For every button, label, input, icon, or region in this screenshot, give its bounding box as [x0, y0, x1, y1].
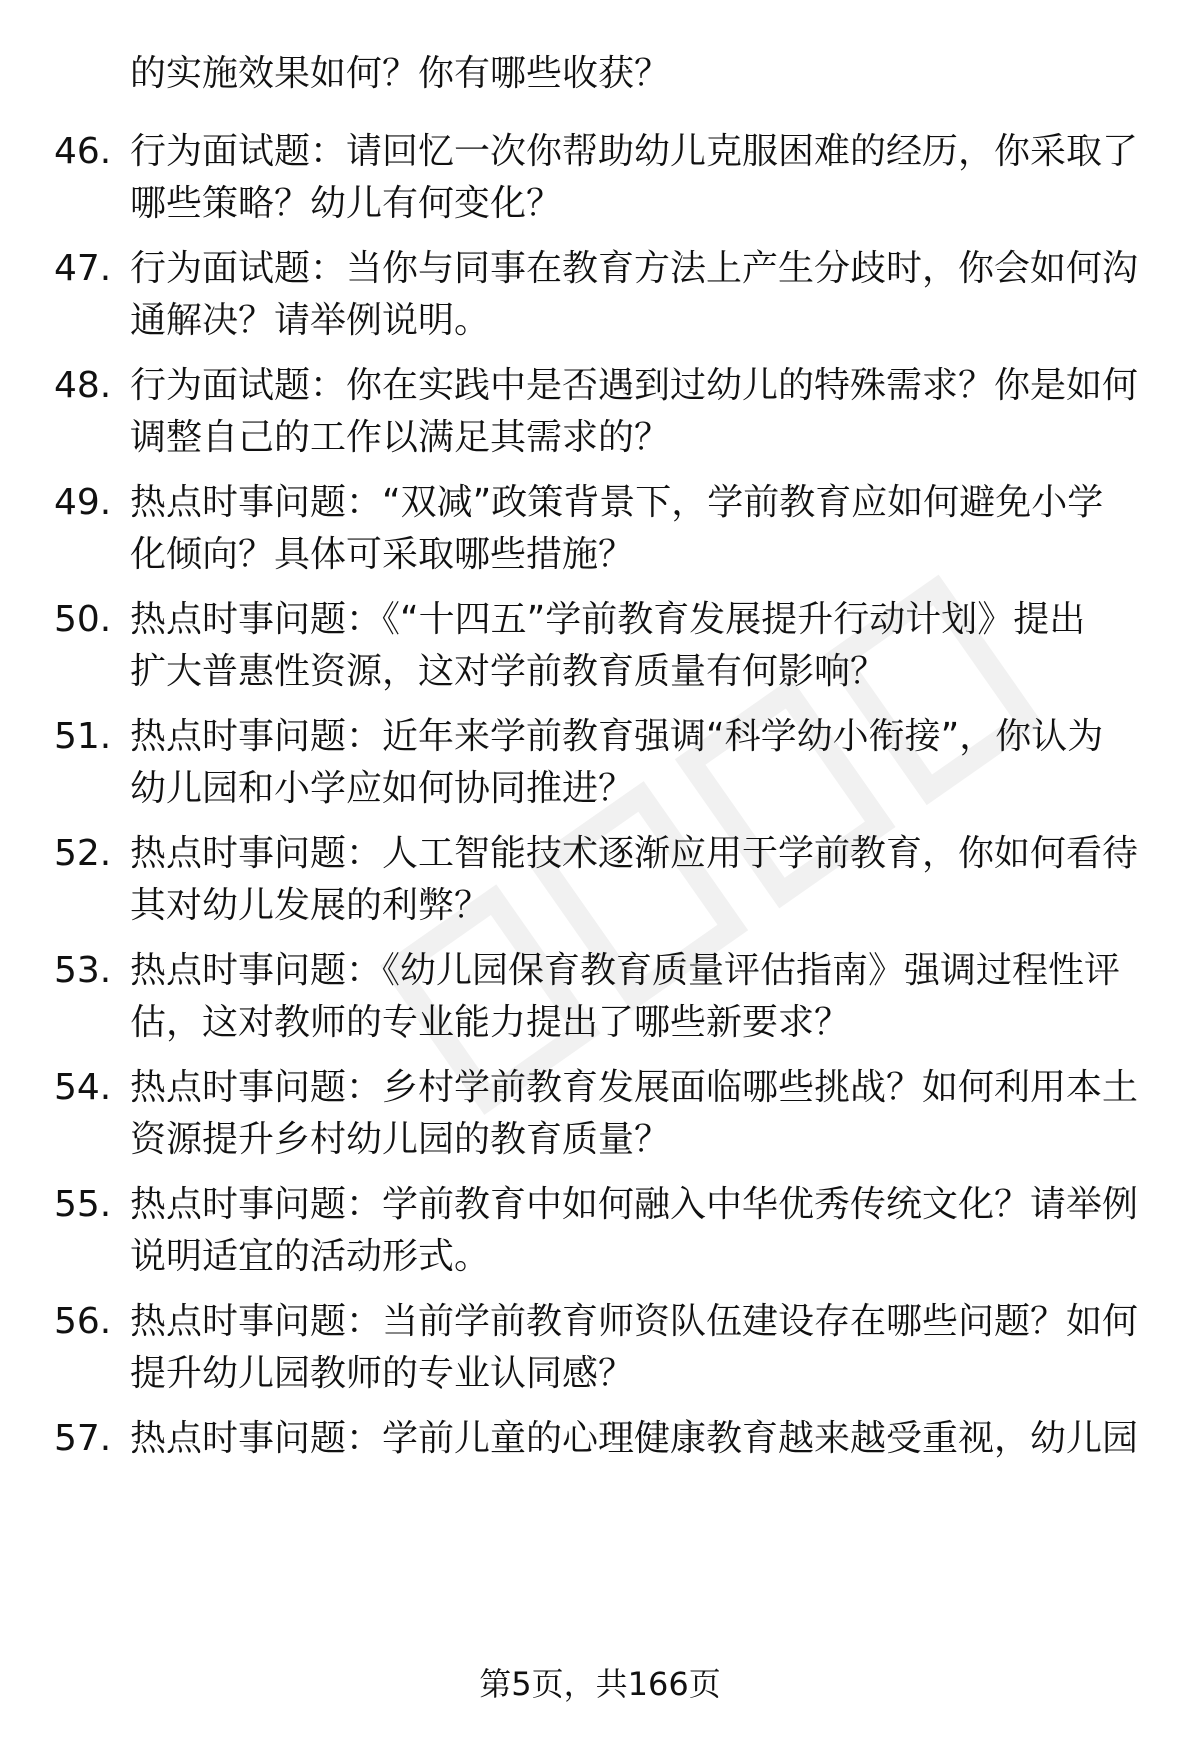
item-text-line: 通解决？请举例说明。: [130, 300, 491, 341]
item-text-line: 扩大普惠性资源，这对学前教育质量有何影响？: [130, 651, 887, 692]
item-text-line: 热点时事问题：人工智能技术逐渐应用于学前教育，你如何看待: [130, 833, 1139, 874]
item-text-line: 热点时事问题：学前教育中如何融入中华优秀传统文化？请举例: [130, 1184, 1139, 1225]
item-text-line: 热点时事问题：《幼儿园保育教育质量评估指南》强调过程性评: [130, 950, 1121, 991]
continuation-line: 的实施效果如何？你有哪些收获？: [130, 53, 671, 94]
item-text-line: 热点时事问题：乡村学前教育发展面临哪些挑战？如何利用本土: [130, 1067, 1139, 1108]
item-text-line: 说明适宜的活动形式。: [130, 1236, 491, 1277]
item-number: 57.: [54, 1418, 112, 1459]
item-number: 48.: [54, 365, 112, 406]
item-text-line: 哪些策略？幼儿有何变化？: [130, 183, 563, 224]
item-text-line: 化倾向？具体可采取哪些措施？: [130, 534, 635, 575]
item-text-line: 行为面试题：请回忆一次你帮助幼儿克服困难的经历，你采取了: [130, 131, 1139, 172]
item-number: 56.: [54, 1301, 112, 1342]
item-text-line: 提升幼儿园教师的专业认同感？: [130, 1353, 635, 1394]
item-number: 49.: [54, 482, 112, 523]
item-text-line: 幼儿园和小学应如何协同推进？: [130, 768, 635, 809]
item-text-line: 行为面试题：当你与同事在教育方法上产生分歧时，你会如何沟: [130, 248, 1139, 289]
item-text-line: 行为面试题：你在实践中是否遇到过幼儿的特殊需求？你是如何: [130, 365, 1139, 406]
item-text-line: 资源提升乡村幼儿园的教育质量？: [130, 1119, 671, 1160]
item-number: 50.: [54, 599, 112, 640]
item-number: 46.: [54, 131, 112, 172]
item-text-line: 其对幼儿发展的利弊？: [130, 885, 491, 926]
item-number: 53.: [54, 950, 112, 991]
item-text-line: 热点时事问题：近年来学前教育强调“科学幼小衔接”，你认为: [130, 716, 1104, 757]
item-number: 55.: [54, 1184, 112, 1225]
item-text-line: 热点时事问题：《“十四五”学前教育发展提升行动计划》提出: [130, 599, 1086, 640]
item-text-line: 估，这对教师的专业能力提出了哪些新要求？: [130, 1002, 851, 1043]
item-text-line: 调整自己的工作以满足其需求的？: [130, 417, 671, 458]
item-number: 51.: [54, 716, 112, 757]
item-text-line: 热点时事问题：当前学前教育师资队伍建设存在哪些问题？如何: [130, 1301, 1139, 1342]
item-number: 54.: [54, 1067, 112, 1108]
item-number: 52.: [54, 833, 112, 874]
page-footer: 第5页，共166页: [479, 1665, 721, 1703]
item-text-line: 热点时事问题：学前儿童的心理健康教育越来越受重视，幼儿园: [130, 1418, 1139, 1459]
item-number: 47.: [54, 248, 112, 289]
item-text-line: 热点时事问题：“双减”政策背景下，学前教育应如何避免小学: [130, 482, 1104, 523]
